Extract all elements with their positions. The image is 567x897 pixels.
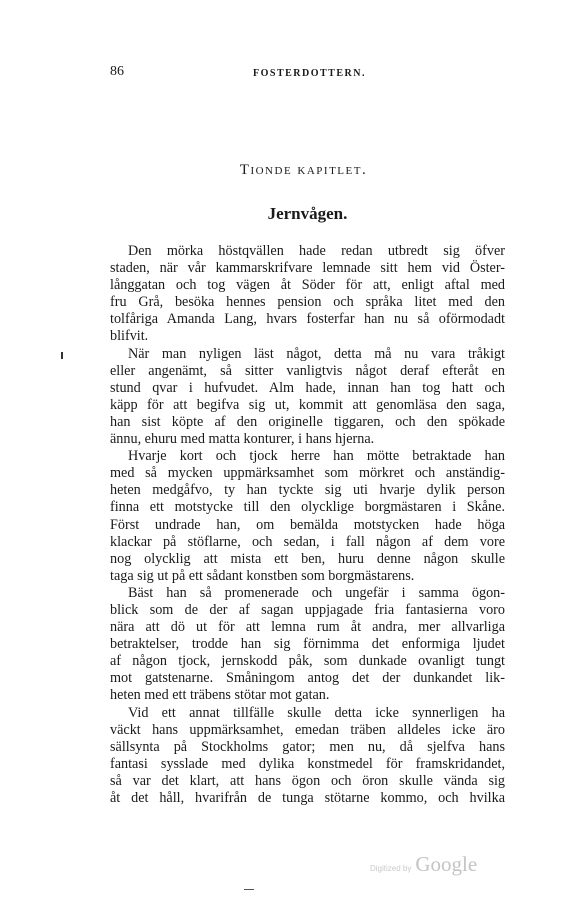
text-line: han sist köpte af den originelle tiggaren, och den spökade: [110, 413, 505, 430]
text-line: Först undrade han, om bemälda motstycken hade höga: [110, 516, 505, 533]
text-line: fantasi sysslade med dylika konstmedel för framskridandet,: [110, 755, 505, 772]
text-line: blick som de der af sagan uppjagade fria fantasierna voro: [110, 601, 505, 618]
text-line: ännu, ehuru med matta konturer, i hans hjerna.: [110, 431, 375, 448]
text-line: stund qvar i hufvudet. Alm hade, innan han tog hatt och: [110, 379, 505, 396]
text-line: Vid ett annat tillfälle skulle detta icke synnerligen ha: [128, 704, 505, 721]
text-line: taga sig ut på ett sådant konstben som borgmästarens.: [110, 567, 415, 584]
text-line: Den mörka höstqvällen hade redan utbredt sig öfver: [128, 243, 505, 259]
text-line: fru Grå, besöka hennes pension och språka litet med den: [110, 294, 505, 311]
text-line: käpp för att begifva sig ut, kommit att genomläsa den saga,: [110, 396, 505, 413]
text-line: klackar på stöflarne, och sedan, i fall någon af dem vore: [110, 533, 505, 550]
footer-dash: [244, 889, 254, 890]
text-line: af någon tjock, jernskodd påk, som dunkade ovanligt tungt: [110, 653, 505, 670]
page-number: 86: [110, 64, 124, 79]
text-line: heten medgåfvo, ty han tyckte sig uti hvarje dylik person: [110, 482, 505, 499]
text-line: mot gatstenarne. Småningom antog det der dunkandet lik-: [110, 670, 505, 687]
watermark-digitized-label: Digitized by: [370, 864, 412, 873]
margin-mark: [61, 352, 63, 359]
text-line: staden, när vår kammarskrifvare lemnade sitt hem vid Öster-: [110, 260, 505, 277]
text-line: åt det håll, hvarifrån de tunga stötarne kommo, och hvilka: [110, 790, 505, 806]
text-line: väckt hans uppmärksamhet, emedan träben alldeles icke äro: [110, 721, 505, 738]
text-line: eller angenämt, så sitter vanligtvis något deraf efteråt en: [110, 362, 505, 379]
google-logo: Google: [415, 852, 478, 876]
running-head: FOSTERDOTTERN.: [253, 68, 366, 79]
text-line: blifvit.: [110, 328, 149, 345]
text-line: nog olycklig att mista ett ben, huru denne någon skulle: [110, 550, 505, 567]
digitized-by-google-watermark: [370, 852, 477, 877]
section-title: Jernvågen.: [267, 204, 348, 223]
text-line: så var det klart, att hans ögon och öron skulle vända sig: [110, 772, 505, 789]
text-line: Bäst han så promenerade och ungefär i samma ögon-: [128, 584, 505, 601]
text-line: betraktelser, trodde han sig förnimma det enformiga ljudet: [110, 636, 505, 653]
text-line: med så mycken uppmärksamhet som mörkret och anständig-: [110, 465, 505, 482]
text-line: sällsynta på Stockholms gator; men nu, då sjelfva hans: [110, 738, 505, 755]
text-line: nära att dö ut för att lemna rum åt andra, mer allvarliga: [110, 619, 505, 636]
text-line: tolfåriga Amanda Lang, hvars fosterfar han nu så oförmodadt: [110, 311, 505, 328]
text-line: Hvarje kort och tjock herre han mötte betraktade han: [128, 448, 505, 465]
chapter-heading: Tionde kapitlet.: [239, 162, 368, 178]
text-line: långgatan och tog vägen åt Söder för att, enligt aftal med: [110, 277, 505, 294]
text-line: När man nyligen läst något, detta må nu vara tråkigt: [128, 345, 505, 362]
body-text: [110, 243, 505, 807]
text-line: finna ett motstycke till den olycklige borgmästaren i Skåne.: [110, 499, 505, 516]
text-line: heten med ett träbens stötar mot gatan.: [110, 687, 330, 704]
